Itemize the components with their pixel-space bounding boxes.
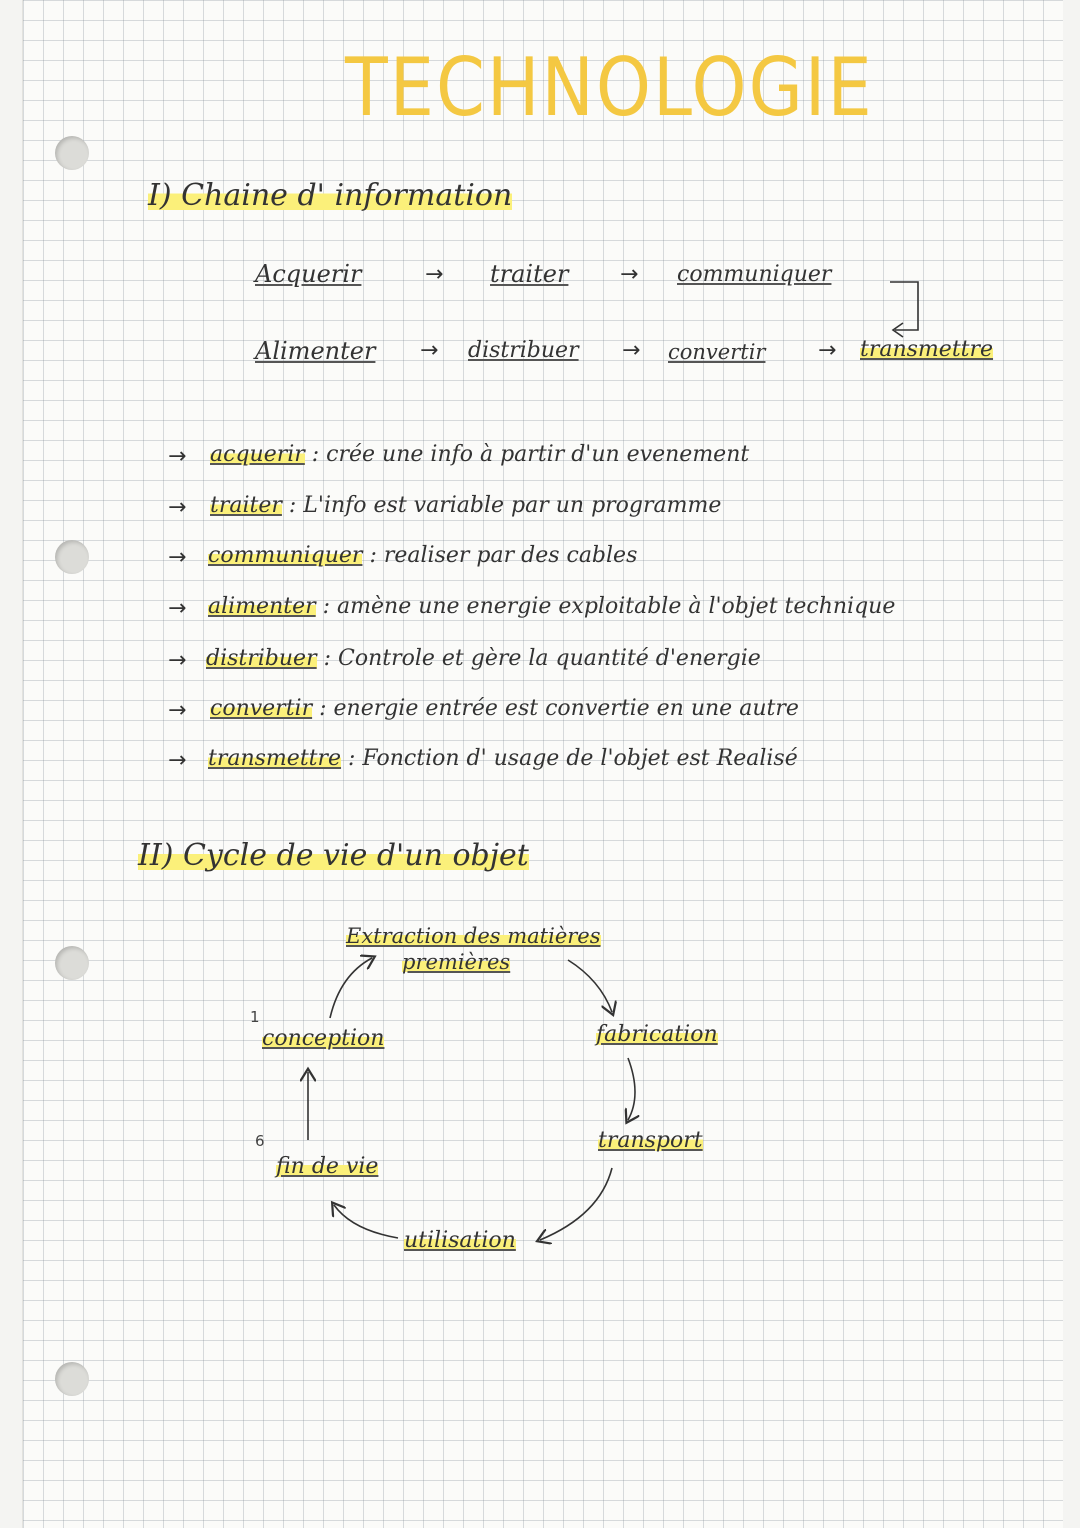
cycle-conception: conception: [262, 1026, 385, 1051]
arrow-icon: →: [168, 648, 187, 673]
arrow-icon: →: [168, 698, 187, 723]
def-item: traiter : L'info est variable par un programme: [210, 493, 722, 518]
cycle-extraction-line2: premières: [402, 950, 511, 974]
step-number: 6: [255, 1132, 265, 1150]
cycle-extraction: Extraction des matières: [346, 924, 601, 948]
arrow-icon: →: [168, 596, 187, 621]
def-item: transmettre : Fonction d' usage de l'objet est Realisé: [208, 746, 798, 771]
chain-acquerir: Acquerir: [255, 260, 362, 288]
arrow-icon: →: [168, 545, 187, 570]
arrow-icon: →: [168, 495, 187, 520]
def-item: distribuer : Controle et gère la quantité d'energie: [206, 646, 761, 671]
cycle-fabrication: fabrication: [596, 1022, 718, 1047]
arrow-icon: →: [425, 262, 444, 287]
def-item: acquerir : crée une info à partir d'un evenement: [210, 442, 750, 467]
chain-transmettre: transmettre: [860, 337, 994, 362]
page-title: TECHNOLOGIE: [345, 40, 874, 135]
chain-convertir: convertir: [668, 340, 766, 364]
chain-alimenter: Alimenter: [255, 337, 376, 365]
cycle-fin-de-vie: fin de vie: [276, 1154, 379, 1179]
def-item: communiquer : realiser par des cables: [208, 543, 638, 568]
cycle-transport: transport: [598, 1128, 703, 1153]
arrow-icon: →: [168, 444, 187, 469]
section-2-heading: II) Cycle de vie d'un objet: [138, 838, 529, 873]
cycle-utilisation: utilisation: [404, 1228, 516, 1253]
chain-communiquer: communiquer: [677, 262, 832, 287]
arrow-icon: →: [620, 262, 639, 287]
def-item: convertir : energie entrée est convertie en une autre: [210, 696, 799, 721]
step-number: 1: [250, 1008, 260, 1026]
chain-distribuer: distribuer: [468, 338, 579, 363]
section-1-heading: I) Chaine d' information: [148, 178, 513, 213]
chain-traiter: traiter: [490, 260, 569, 288]
arrow-icon: →: [818, 338, 837, 363]
arrow-icon: →: [168, 748, 187, 773]
arrow-icon: →: [622, 338, 641, 363]
def-item: alimenter : amène une energie exploitable à l'objet technique: [208, 594, 896, 619]
arrow-icon: →: [420, 338, 439, 363]
